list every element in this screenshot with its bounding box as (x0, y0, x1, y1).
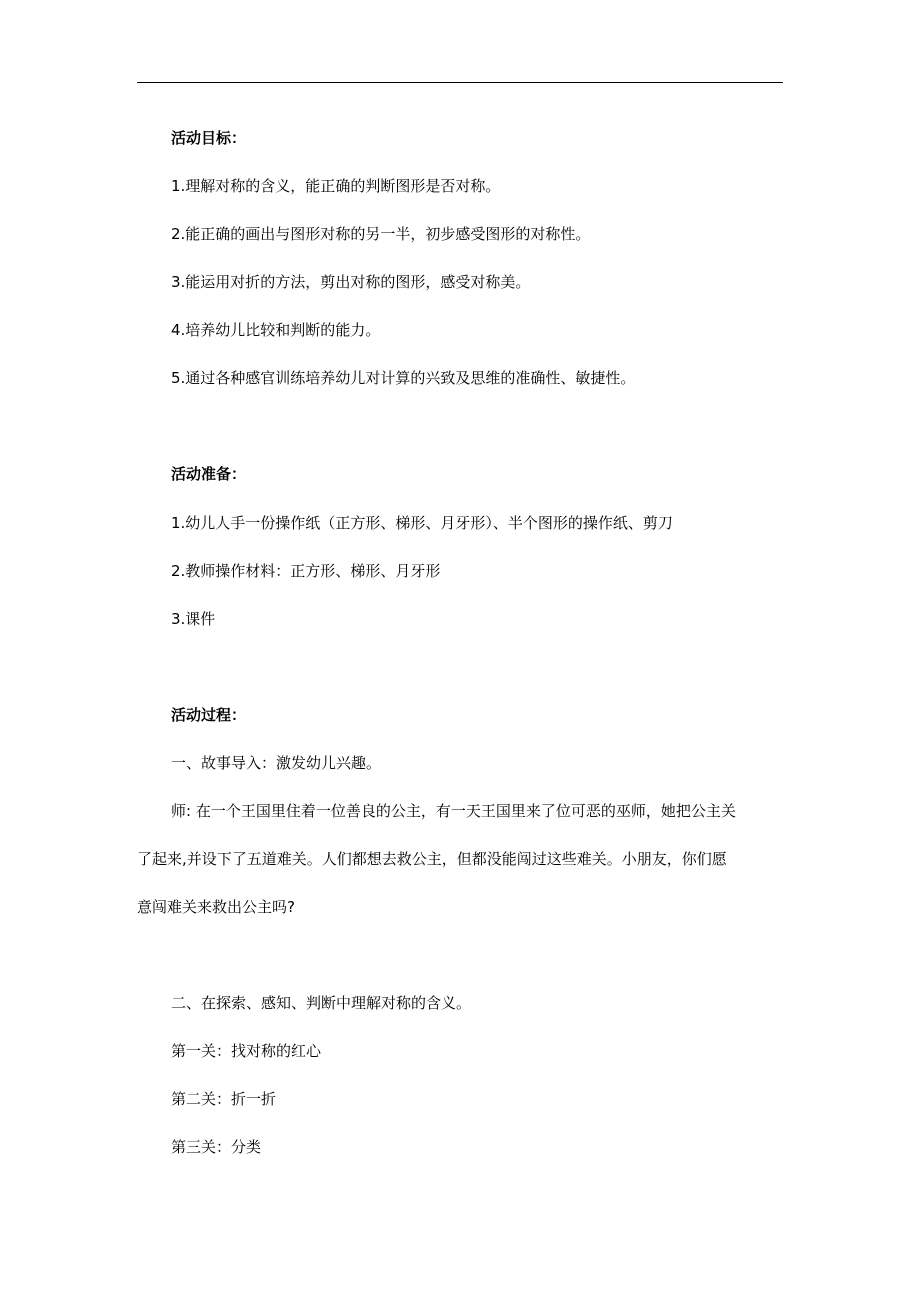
story-line-2: 了起来,并设下了五道难关。人们都想去救公主，但都没能闯过这些难关。小朋友，你们愿 (137, 850, 727, 868)
preparation-item-1: 1.幼儿人手一份操作纸（正方形、梯形、月牙形）、半个图形的操作纸、剪刀 (171, 514, 673, 532)
preparation-item-2: 2.教师操作材料：正方形、梯形、月牙形 (171, 562, 441, 580)
goals-heading: 活动目标： (171, 129, 247, 147)
level-1: 第一关：找对称的红心 (171, 1042, 322, 1060)
level-3: 第三关：分类 (171, 1138, 262, 1156)
preparation-heading: 活动准备： (171, 465, 247, 483)
header-rule (137, 82, 783, 83)
goal-item-3: 3.能运用对折的方法，剪出对称的图形，感受对称美。 (171, 273, 531, 291)
story-line-3: 意闯难关来救出公主吗? (137, 898, 295, 916)
process-heading: 活动过程： (171, 706, 247, 724)
goal-item-5: 5.通过各种感官训练培养幼儿对计算的兴致及思维的准确性、敏捷性。 (171, 369, 636, 387)
level-2: 第二关：折一折 (171, 1090, 277, 1108)
step2-title: 二、在探索、感知、判断中理解对称的含义。 (171, 994, 472, 1012)
goal-item-1: 1.理解对称的含义，能正确的判断图形是否对称。 (171, 177, 501, 195)
goal-item-4: 4.培养幼儿比较和判断的能力。 (171, 321, 381, 339)
story-line-1: 师: 在一个王国里住着一位善良的公主，有一天王国里来了位可恶的巫师，她把公主关 (171, 802, 736, 820)
preparation-item-3: 3.课件 (171, 610, 216, 628)
step1-title: 一、故事导入：激发幼儿兴趣。 (171, 754, 382, 772)
goal-item-2: 2.能正确的画出与图形对称的另一半，初步感受图形的对称性。 (171, 225, 591, 243)
